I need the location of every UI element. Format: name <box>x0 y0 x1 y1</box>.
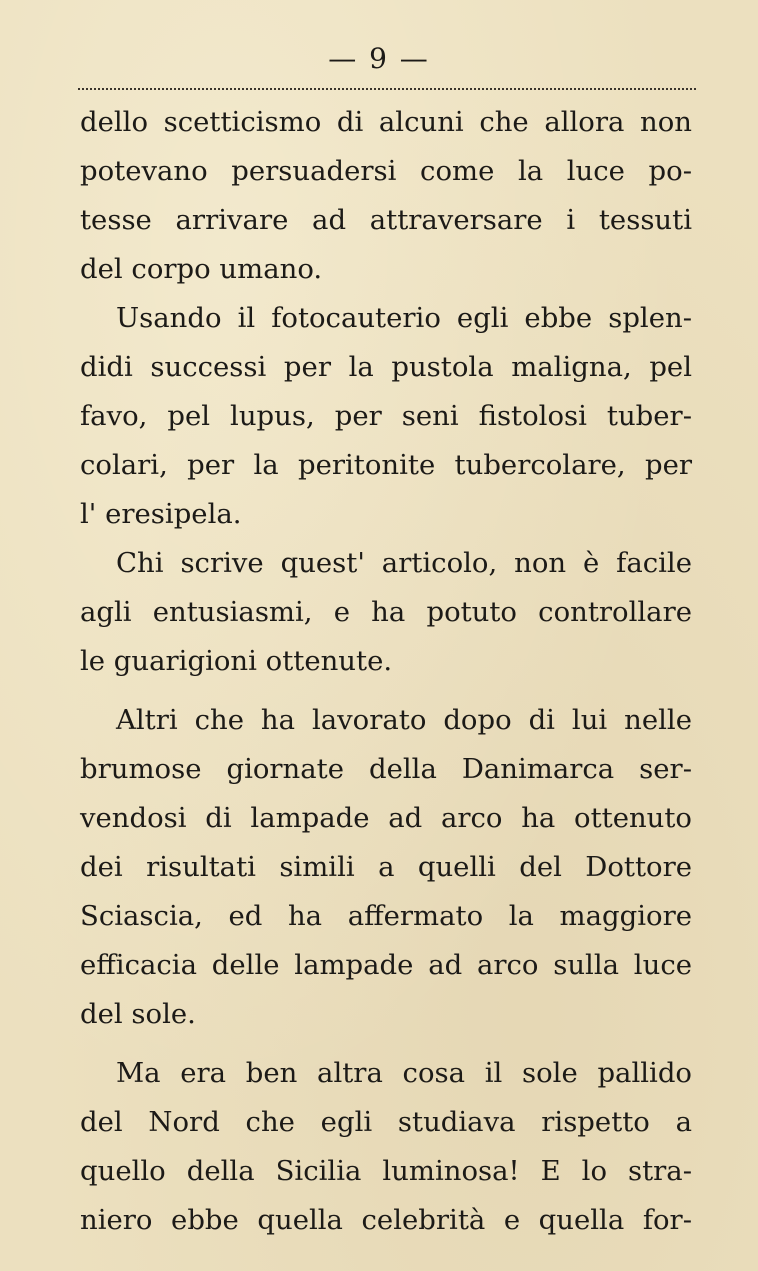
text-line: favo, pel lupus, per seni fistolosi tuber- <box>80 400 692 432</box>
paragraph-3 <box>80 539 692 686</box>
text-line: vendosi di lampade ad arco ha ottenuto <box>80 802 692 834</box>
text-line: didi successi per la pustola maligna, pel <box>80 351 692 383</box>
text-line: tesse arrivare ad attraversare i tessuti <box>80 204 692 236</box>
text-line: brumose giornate della Danimarca ser- <box>80 753 692 785</box>
text-line: Altri che ha lavorato dopo di lui nelle <box>116 704 692 736</box>
text-line: colari, per la peritonite tubercolare, per <box>80 449 692 481</box>
text-line: Sciascia, ed ha affermato la maggiore <box>80 900 692 932</box>
text-line: le guarigioni ottenute. <box>80 645 393 677</box>
paragraph-5 <box>80 1049 692 1245</box>
paragraph-4 <box>80 696 692 1039</box>
header-dotted-rule <box>78 88 696 90</box>
text-line: Chi scrive quest' articolo, non è facile <box>116 547 692 579</box>
text-line: del Nord che egli studiava rispetto a <box>80 1106 692 1138</box>
text-line: agli entusiasmi, e ha potuto controllare <box>80 596 692 628</box>
paragraph-gap <box>80 686 692 696</box>
paragraph-1 <box>80 98 692 294</box>
text-line: dello scetticismo di alcuni che allora non <box>80 106 692 138</box>
text-line: Usando il fotocauterio egli ebbe splen- <box>116 302 692 334</box>
paragraph-gap <box>80 1039 692 1049</box>
text-line: potevano persuadersi come la luce po- <box>80 155 692 187</box>
text-line: niero ebbe quella celebrità e quella for- <box>80 1204 692 1236</box>
text-line: del corpo umano. <box>80 253 323 285</box>
text-line: l' eresipela. <box>80 498 242 530</box>
text-line: dei risultati simili a quelli del Dottore <box>80 851 692 883</box>
body-text <box>80 98 692 1245</box>
text-line: del sole. <box>80 998 196 1030</box>
text-line: efficacia delle lampade ad arco sulla luce <box>80 949 692 981</box>
text-line: quello della Sicilia luminosa! E lo stra- <box>80 1155 692 1187</box>
text-line: Ma era ben altra cosa il sole pallido <box>116 1057 692 1089</box>
page-number: — 9 — <box>328 42 430 75</box>
paragraph-2 <box>80 294 692 539</box>
